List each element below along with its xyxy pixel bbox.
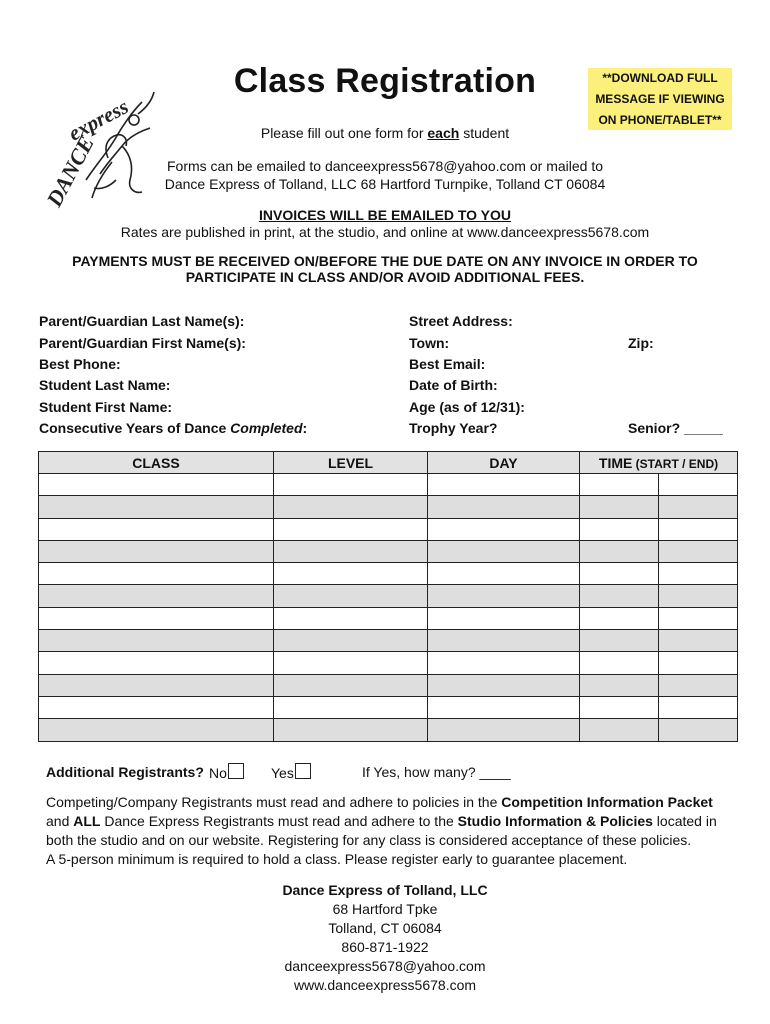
table-row [39,585,738,607]
end-time-cell[interactable] [659,674,738,696]
download-notice [588,68,732,130]
best-phone-label: Best Phone: [39,356,121,372]
end-time-cell[interactable] [659,696,738,718]
yes-option[interactable]: Yes [271,763,311,781]
class-cell[interactable] [39,518,274,540]
contact-website[interactable]: www.danceexpress5678.com [293,977,477,993]
end-time-cell[interactable] [659,540,738,562]
rates-note: Rates are published in print, at the studio, and online at www.danceexpress5678.com [120,224,650,240]
day-cell[interactable] [428,652,580,674]
class-cell[interactable] [39,496,274,518]
class-cell[interactable] [39,474,274,496]
table-row [39,719,738,741]
best-email-label: Best Email: [409,356,486,372]
start-time-cell[interactable] [580,652,659,674]
day-cell[interactable] [428,630,580,652]
town-label: Town: [409,335,450,351]
page-title: Class Registration [233,62,537,100]
level-header: LEVEL [274,452,428,474]
no-checkbox[interactable] [228,763,244,779]
day-cell[interactable] [428,585,580,607]
day-cell[interactable] [428,607,580,629]
table-body [39,474,738,742]
how-many-label: If Yes, how many? ____ [362,764,511,780]
end-time-cell[interactable] [659,563,738,585]
no-option[interactable]: No [209,763,244,781]
level-cell[interactable] [274,540,428,562]
contact-email[interactable]: danceexpress5678@yahoo.com [284,958,486,974]
parent-first-name-label: Parent/Guardian First Name(s): [39,335,246,351]
level-cell[interactable] [274,474,428,496]
payments-line-2: PARTICIPATE IN CLASS AND/OR AVOID ADDITIONAL FEES. [185,269,585,285]
day-cell[interactable] [428,540,580,562]
class-cell[interactable] [39,607,274,629]
notice-line-2: MESSAGE IF VIEWING [595,92,725,106]
day-cell[interactable] [428,674,580,696]
start-time-cell[interactable] [580,719,659,741]
contact-phone: 860-871-1922 [341,939,429,955]
class-cell[interactable] [39,563,274,585]
policy-line-2: and ALL Dance Express Registrants must read and adhere to the Studio Information & Policies located in [46,813,717,829]
start-time-cell[interactable] [580,696,659,718]
forms-line-1: Forms can be emailed to danceexpress5678@yahoo.com or mailed to [167,158,603,174]
each-emphasis: each [427,125,460,141]
table-row [39,696,738,718]
level-cell[interactable] [274,696,428,718]
contact-city: Tolland, CT 06084 [328,920,442,936]
start-time-cell[interactable] [580,518,659,540]
table-row [39,674,738,696]
day-header: DAY [428,452,580,474]
contact-street: 68 Hartford Tpke [332,901,438,917]
start-time-cell[interactable] [580,674,659,696]
class-schedule-table [38,451,738,742]
start-time-cell[interactable] [580,496,659,518]
level-cell[interactable] [274,719,428,741]
trophy-year-label: Trophy Year? [409,420,498,436]
table-row [39,540,738,562]
end-time-cell[interactable] [659,585,738,607]
start-time-cell[interactable] [580,540,659,562]
day-cell[interactable] [428,518,580,540]
end-time-cell[interactable] [659,652,738,674]
start-time-cell[interactable] [580,630,659,652]
date-of-birth-label: Date of Birth: [409,377,498,393]
student-first-name-label: Student First Name: [39,399,173,415]
policy-line-4: A 5-person minimum is required to hold a class. Please register early to guarantee placement. [46,851,628,867]
table-row [39,474,738,496]
level-cell[interactable] [274,585,428,607]
day-cell[interactable] [428,563,580,585]
invoices-heading: INVOICES WILL BE EMAILED TO YOU [258,207,512,223]
class-cell[interactable] [39,652,274,674]
yes-checkbox[interactable] [295,763,311,779]
logo-dance-text: DANCE [41,131,99,211]
parent-last-name-label: Parent/Guardian Last Name(s): [39,313,245,329]
policy-line-1: Competing/Company Registrants must read and adhere to policies in the Competition Information Packet [46,794,713,810]
table-header-row [39,452,738,474]
end-time-cell[interactable] [659,607,738,629]
end-time-cell[interactable] [659,518,738,540]
table-row [39,563,738,585]
end-time-cell[interactable] [659,719,738,741]
payments-line-1: PAYMENTS MUST BE RECEIVED ON/BEFORE THE DUE DATE ON ANY INVOICE IN ORDER TO [72,253,698,269]
one-form-note: Please fill out one form for each student [260,125,510,141]
senior-label: Senior? _____ [628,420,723,436]
end-time-cell[interactable] [659,474,738,496]
time-header: TIME (START / END) [580,452,738,474]
day-cell[interactable] [428,696,580,718]
day-cell[interactable] [428,719,580,741]
level-cell[interactable] [274,652,428,674]
class-cell[interactable] [39,719,274,741]
class-cell[interactable] [39,540,274,562]
policy-line-3: both the studio and on our website. Registering for any class is considered acceptance of these policies. [46,832,692,848]
level-cell[interactable] [274,518,428,540]
level-cell[interactable] [274,674,428,696]
table-row [39,652,738,674]
level-cell[interactable] [274,563,428,585]
contact-name: Dance Express of Tolland, LLC [282,882,488,898]
street-address-label: Street Address: [409,313,513,329]
class-cell[interactable] [39,674,274,696]
start-time-cell[interactable] [580,585,659,607]
forms-line-2: Dance Express of Tolland, LLC 68 Hartford Turnpike, Tolland CT 06084 [164,176,606,192]
policy-paragraph [46,793,726,869]
table-row [39,607,738,629]
notice-line-3: ON PHONE/TABLET** [598,113,722,127]
additional-registrants-label: Additional Registrants? [46,764,204,780]
class-header: CLASS [39,452,274,474]
student-last-name-label: Student Last Name: [39,377,171,393]
day-cell[interactable] [428,474,580,496]
table-row [39,518,738,540]
contact-block [0,881,770,995]
class-cell[interactable] [39,630,274,652]
start-time-cell[interactable] [580,607,659,629]
end-time-cell[interactable] [659,496,738,518]
level-cell[interactable] [274,630,428,652]
class-cell[interactable] [39,585,274,607]
zip-label: Zip: [628,335,654,351]
level-cell[interactable] [274,496,428,518]
notice-line-1: **DOWNLOAD FULL [602,71,718,85]
start-time-cell[interactable] [580,563,659,585]
end-time-cell[interactable] [659,630,738,652]
age-label: Age (as of 12/31): [409,399,525,415]
level-cell[interactable] [274,607,428,629]
start-time-cell[interactable] [580,474,659,496]
class-cell[interactable] [39,696,274,718]
table-row [39,630,738,652]
years-of-dance-label: Consecutive Years of Dance Completed: [39,420,308,436]
table-row [39,496,738,518]
day-cell[interactable] [428,496,580,518]
logo-express-text: express [64,94,133,146]
